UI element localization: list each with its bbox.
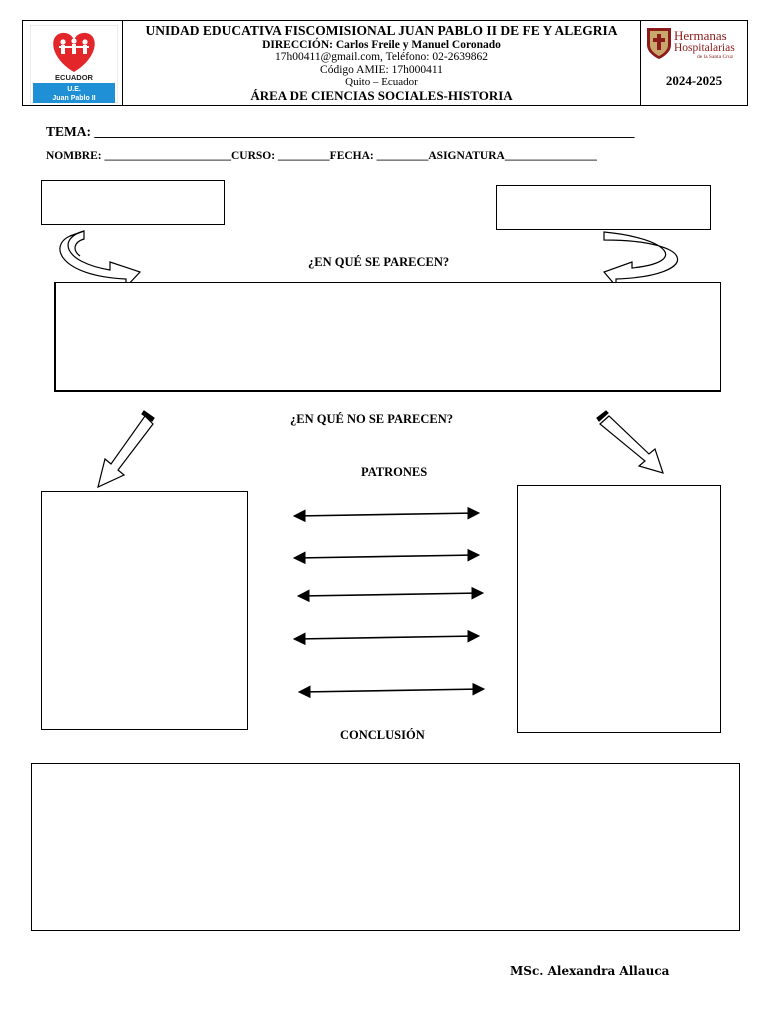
city-line: Quito – Ecuador: [345, 76, 418, 88]
logo-right-line1: Hermanas: [674, 28, 727, 43]
concept-box-left[interactable]: [41, 180, 225, 225]
logo-right-line3: de la Santa Cruz: [697, 54, 734, 60]
pattern-arrow-3: [300, 593, 481, 596]
similarities-box[interactable]: [54, 282, 721, 392]
area-title: ÁREA DE CIENCIAS SOCIALES-HISTORIA: [250, 88, 513, 103]
differences-box-left[interactable]: [41, 491, 248, 730]
student-info-fields[interactable]: NOMBRE: ______________________CURSO: _________FECHA: _________ASIGNATURA________________: [46, 150, 597, 162]
teacher-signature: MSc. Alexandra Allauca: [510, 964, 670, 978]
amie-line: Código AMIE: 17h000411: [320, 63, 443, 76]
conclusion-label: CONCLUSIÓN: [340, 728, 425, 742]
pattern-arrow-1: [296, 513, 477, 516]
diagonal-arrow-left-icon: [98, 411, 154, 487]
differences-box-right[interactable]: [517, 485, 721, 733]
concept-box-right[interactable]: [496, 185, 711, 230]
logo-line2: Juan Pablo II: [52, 95, 96, 102]
pattern-arrow-2: [296, 555, 477, 558]
pattern-arrow-4: [296, 636, 477, 639]
logo-country: ECUADOR: [55, 73, 93, 82]
differences-label: ¿EN QUÉ NO SE PARECEN?: [290, 412, 453, 426]
similarities-label: ¿EN QUÉ SE PARECEN?: [308, 255, 450, 269]
logo-line1: U.E.: [67, 86, 81, 93]
pattern-connectors: [296, 513, 482, 692]
institution-name: UNIDAD EDUCATIVA FISCOMISIONAL JUAN PABLO II DE FE Y ALEGRIA: [145, 23, 618, 38]
direction-line: DIRECCIÓN: Carlos Freile y Manuel Coronado: [262, 38, 501, 51]
pattern-arrow-5: [301, 689, 482, 692]
tema-field[interactable]: TEMA: ________________________________________________________________________________: [46, 124, 635, 139]
diagonal-arrow-right-icon: [597, 411, 663, 473]
curved-arrow-left-icon: [60, 231, 140, 287]
school-year: 2024-2025: [665, 73, 723, 88]
conclusion-box[interactable]: [31, 763, 740, 931]
patterns-label: PATRONES: [361, 465, 428, 479]
logo-right-line2: Hospitalarias: [674, 42, 735, 54]
contact-line: 17h00411@gmail.com, Teléfono: 02-2639862: [275, 51, 488, 63]
curved-arrow-right-icon: [604, 232, 678, 286]
